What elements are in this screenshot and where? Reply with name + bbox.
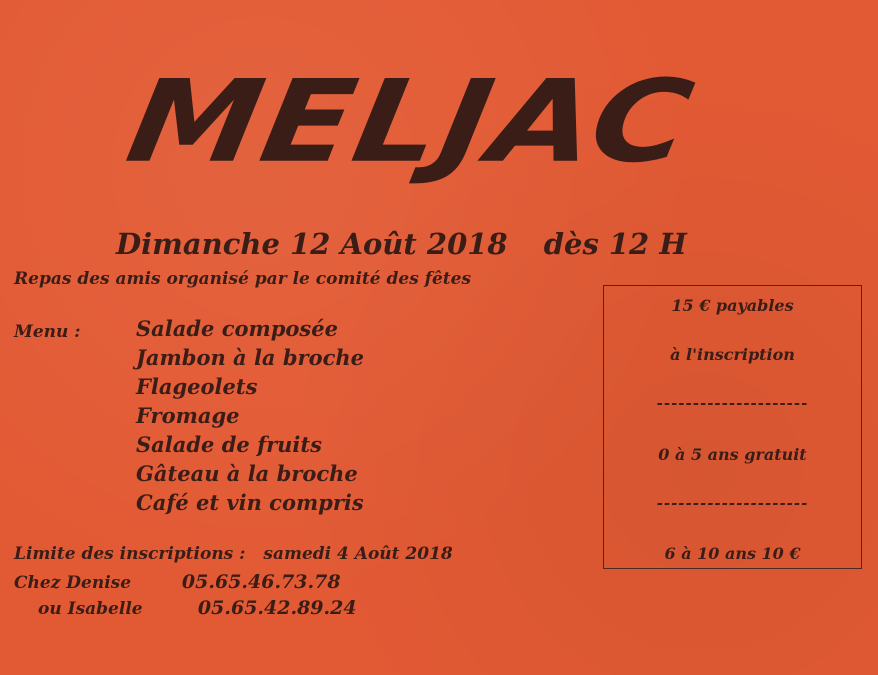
registration-deadline [14, 540, 594, 568]
price-separator: --------------------- [656, 394, 809, 412]
menu-item: Fromage [136, 403, 240, 428]
menu-label: Menu : [14, 322, 81, 342]
deadline-label: Limite des inscriptions : [14, 544, 246, 564]
menu-list [136, 314, 496, 517]
event-time: dès 12 H [543, 227, 687, 261]
contact-phone: 05.65.42.89.24 [197, 597, 357, 619]
price-line: 0 à 5 ans gratuit [658, 445, 807, 464]
deadline-date: samedi 4 Août 2018 [263, 544, 453, 564]
event-subtitle: Repas des amis organisé par le comité des fêtes [14, 269, 472, 289]
price-box [603, 285, 862, 569]
menu-item: Jambon à la broche [136, 345, 365, 370]
menu-item: Salade de fruits [136, 432, 322, 457]
price-line: à l'inscription [670, 345, 795, 364]
menu-item: Café et vin compris [136, 490, 364, 515]
menu-item: Salade composée [136, 316, 338, 341]
price-line: 6 à 10 ans 10 € [664, 544, 801, 563]
price-line: 15 € payables [671, 296, 794, 315]
event-date-line [116, 224, 816, 264]
menu-item: Gâteau à la broche [136, 461, 358, 486]
contact-denise [14, 568, 341, 596]
contact-name: Chez Denise [14, 573, 132, 593]
price-separator: --------------------- [656, 494, 809, 512]
contact-isabelle [38, 594, 357, 622]
contact-name: ou Isabelle [38, 599, 143, 619]
poster-title: MELJAC [118, 55, 704, 189]
event-date: Dimanche 12 Août 2018 [116, 227, 508, 261]
menu-item: Flageolets [136, 374, 258, 399]
contact-phone: 05.65.46.73.78 [181, 571, 341, 593]
